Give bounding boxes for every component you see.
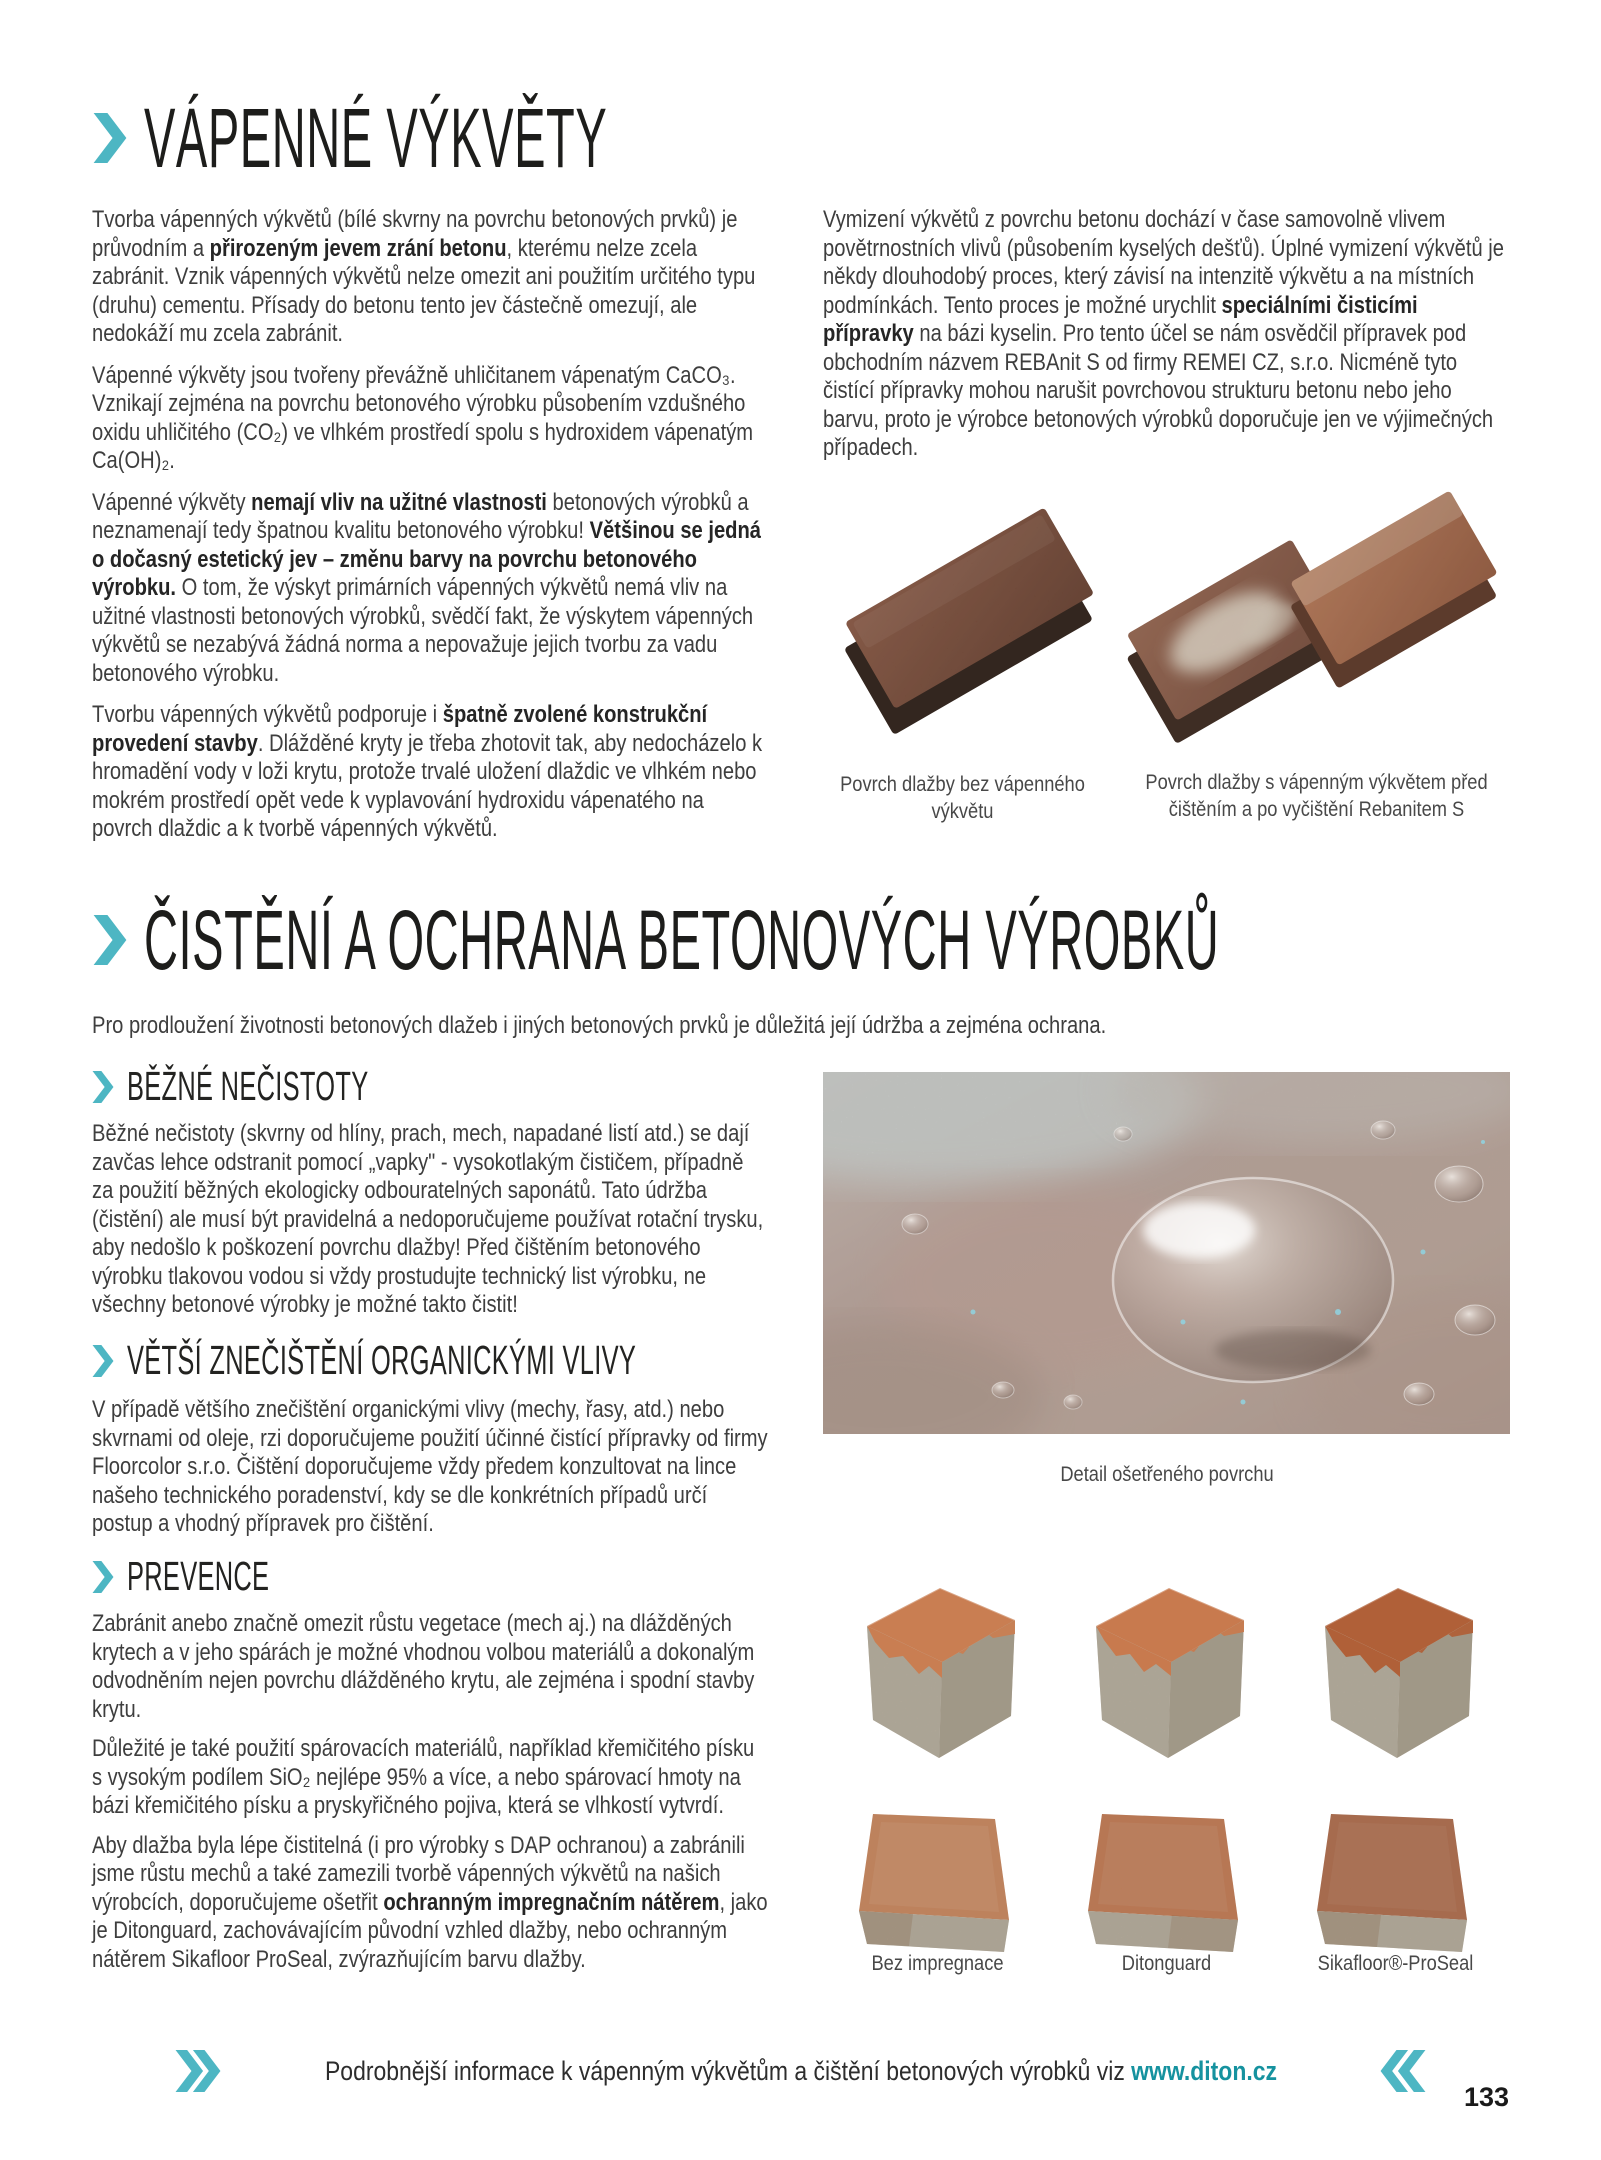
text-bold: špatně zvolené konstrukční provedení stavby	[92, 701, 708, 757]
text-segment: Vápenné výkvěty	[92, 488, 252, 516]
text-segment: Vymizení výkvětů z povrchu betonu dochází v čase samovolně vlivem povětrnostních vlivů (působením kyselých dešťů). Úplné vymizení výkvětů je někdy dlouhodobý proces, který závisí na intenzitě výkvětu a na místních podmínkách. Tento proces je možné urychlit	[823, 206, 1504, 319]
subsection2-body	[92, 1396, 769, 1552]
paragraph	[92, 1120, 769, 1320]
photo-block-bez-impregnace-cut	[843, 1556, 1033, 1771]
product-caption: Ditonguard	[1121, 1952, 1212, 1975]
figure-efflorescence-pavers	[1126, 452, 1506, 823]
text-segment: Zabránit anebo značně omezit růstu vegetace (mech aj.) na dlážděných krytech a v jeho spárách je možné vhodnou volbou materiálů a dokonalým odvodněním nejen povrchu dlážděného krytu, ale zejména i spodní stavby krytu.	[92, 1610, 755, 1723]
section2-title: ČISTĚNÍ A OCHRANA BETONOVÝCH VÝROBKŮ	[144, 893, 1220, 987]
photo-block-proseal-cut	[1301, 1556, 1491, 1771]
section2-intro	[92, 1012, 1570, 1054]
paragraph	[92, 489, 769, 689]
subsection1-header	[92, 1063, 516, 1109]
footer-note	[0, 2050, 1601, 2092]
page-number: 133	[1463, 2082, 1509, 2112]
product-photo-cell	[823, 1556, 1052, 1771]
text-segment: Vápenné výkvěty jsou tvořeny převážně uhličitanem vápenatým CaCO₃. Vznikají zejména na povrchu betonového výrobku působením vzdušného oxidu uhličitého (CO₂) ve vlhkém prostředí spolu s hydroxidem vápenatým Ca(OH)₂.	[92, 361, 754, 474]
figure-caption: Detail ošetřeného povrchu	[1060, 1463, 1274, 1486]
text-segment: Běžné nečistoty (skvrny od hlíny, prach, mech, napadané listí atd.) se dají zavčas lehce odstranit pomocí „vapky" - vysokotlakým čističem, případně za použití běžných ekologicky odbouratelných saponátů. Tato údržba (čistění) ale musí být pravidelná a nedoporučujeme používat rotační trysku, aby nedošlo k poškození povrchu dlažby! Před čištěním betonového výrobku tlakovou vodou si vždy prostudujte technický list výrobku, ne všechny betonové výrobky je možné takto čistit!	[92, 1120, 764, 1318]
text-bold: ochranným impregnačním nátěrem	[383, 1888, 720, 1916]
text-segment: , jako je Ditonguard, zachovávajícím původní vzhled dlažby, nebo ochranným nátěrem Sikafloor ProSeal, zvýrazňujícím barvu dlažby.	[92, 1888, 768, 1973]
subsection3-header	[92, 1553, 357, 1599]
paragraph	[92, 206, 769, 349]
figure-caption: Povrch dlažby bez vápenného výkvětu	[840, 773, 1085, 823]
chevron-right-icon	[92, 1561, 114, 1593]
section1-column-right	[823, 206, 1510, 476]
product-photo-cell	[1281, 1808, 1510, 1958]
text-segment: Tvorbu vápenných výkvětů podporuje i	[92, 701, 443, 728]
product-photo-cell	[1052, 1808, 1281, 1958]
section1-column-left	[92, 206, 769, 857]
product-photo-cell	[1281, 1556, 1510, 1771]
section1-title: VÁPENNÉ VÝKVĚTY	[144, 91, 608, 185]
photo-paver-no-efflorescence	[826, 458, 1098, 758]
chevron-right-icon	[92, 113, 128, 163]
diton-link[interactable]: www.diton.cz	[1130, 2055, 1277, 2086]
product-captions-row	[823, 1950, 1510, 1977]
subsection3-body	[92, 1610, 769, 1987]
photo-water-droplets	[823, 1072, 1510, 1434]
product-row-top-blocks	[823, 1808, 1510, 1958]
text-bold: speciálními čisticími přípravky	[823, 291, 1418, 347]
text-segment: Podrobnější informace k vápenným výkvětům a čištění betonových výrobků viz	[324, 2055, 1131, 2086]
subsection1-title: BĚŽNÉ NEČISTOTY	[127, 1063, 369, 1109]
photo-pavers-with-efflorescence	[1126, 452, 1506, 758]
subsection3-title: PREVENCE	[127, 1553, 270, 1599]
text-bold: nemají vliv na užitné vlastnosti	[251, 488, 547, 516]
double-chevron-right-icon	[173, 2050, 223, 2092]
section1-header	[92, 91, 971, 185]
chevron-right-icon	[92, 1071, 114, 1103]
chevron-right-icon	[92, 915, 128, 965]
subsection2-header	[92, 1337, 948, 1383]
paragraph	[92, 1735, 769, 1821]
paragraph	[92, 701, 769, 844]
text-segment: O tom, že výskyt primárních vápenných výkvětů nemá vliv na užitné vlastnosti betonových výrobků, svědčí fakt, že výskytem vápenných výkvětů se nezabývá žádná norma a nepovažuje jejich tvorbu za vadu betonového výrobku.	[92, 574, 754, 687]
text-segment: . Dlážděné kryty je třeba zhotovit tak, aby nedocházelo k hromadění vody v loži krytu, protože trvalé uložení dlaždic ve vlhkém nebo mokrém prostředí opět vede k vyplavování hydroxidu vápenatého na povrch dlaždic a k tvorbě vápenných výkvětů.	[92, 729, 763, 842]
subsection1-body	[92, 1120, 769, 1333]
text-segment: V případě většího znečištění organickými vlivy (mechy, řasy, atd.) nebo skvrnami od oleje, rzi doporučujeme použití účinné čistící přípravky od firmy Floorcolor s.r.o. Čištění doporučujeme vždy předem konzultovat na lince našeho technického poradenství, kdy se dle konkrétních případů určí postup a vhodný přípravek pro čištění.	[92, 1396, 768, 1537]
text-bold: Většinou se jedná o dočasný estetický jev – změnu barvy na povrchu betonového výrobku.	[92, 517, 762, 601]
photo-block-proseal-top	[1301, 1808, 1491, 1958]
photo-block-ditonguard-top	[1072, 1808, 1262, 1958]
chevron-right-icon	[92, 1345, 114, 1377]
product-caption: Sikafloor®-ProSeal	[1317, 1952, 1474, 1975]
text-segment: na bázi kyselin. Pro tento účel se nám osvědčil přípravek pod obchodním názvem REBAnit S od firmy REMEI CZ, s.r.o. Nicméně tyto čistící přípravky mohou narušit povrchovou strukturu betonu nebo jeho barvu, proto je výrobce betonových výrobků doporučuje jen ve výjimečných případech.	[823, 320, 1494, 461]
photo-block-bez-impregnace-top	[843, 1808, 1033, 1958]
product-row-cut-blocks	[823, 1556, 1510, 1771]
paragraph	[92, 1396, 769, 1539]
figure-treated-surface	[823, 1072, 1510, 1488]
text-segment: Tvorba vápenných výkvětů (bílé skvrny na povrchu betonových prvků) je průvodním a	[92, 206, 738, 262]
figure-clean-paver	[826, 458, 1098, 825]
figure-caption: Povrch dlažby s vápenným výkvětem před čištěním a po vyčištění Rebanitem S	[1145, 771, 1488, 821]
product-caption: Bez impregnace	[871, 1952, 1004, 1975]
section2-header	[92, 893, 1601, 987]
subsection2-title: VĚTŠÍ ZNEČIŠTĚNÍ ORGANICKÝMI VLIVY	[127, 1337, 637, 1383]
paragraph	[92, 1012, 1570, 1041]
product-photo-cell	[1052, 1556, 1281, 1771]
text-segment: betonových výrobků a neznamenají tedy špatnou kvalitu betonového výrobku!	[92, 488, 749, 544]
text-segment: Důležité je také použití spárovacích materiálů, například křemičitého písku s vysokým podílem SiO₂ nejlépe 95% a více, a nebo spárovací hmoty na bázi křemičitého písku a pryskyřičného pojiva, která se vlhkostí vytvrdí.	[92, 1735, 755, 1819]
text-segment: Pro prodloužení životnosti betonových dlažeb i jiných betonových prvků je důležitá její údržba a zejména ochrana.	[92, 1012, 1107, 1039]
product-photo-cell	[823, 1808, 1052, 1958]
paragraph	[92, 1832, 769, 1975]
photo-block-ditonguard-cut	[1072, 1556, 1262, 1771]
double-chevron-left-icon	[1378, 2050, 1428, 2092]
footer-text	[325, 2055, 1277, 2087]
paragraph	[92, 1610, 769, 1724]
paragraph	[92, 362, 769, 476]
paragraph	[823, 206, 1510, 463]
text-segment: , kterému nelze zcela zabránit. Vznik vápenných výkvětů nelze omezit ani použitím určitého typu (druhu) cementu. Přísady do betonu tento jev částečně omezují, ale nedokáží mu zcela zabránit.	[92, 234, 756, 347]
text-bold: přirozeným jevem zrání betonu	[209, 234, 507, 262]
text-segment: Aby dlažba byla lépe čistitelná (i pro výrobky s DAP ochranou) a zabránili jsme růstu mechů a také zamezili tvorbě vápenných výkvětů na našich výrobcích, doporučujeme ošetřit	[92, 1831, 745, 1916]
